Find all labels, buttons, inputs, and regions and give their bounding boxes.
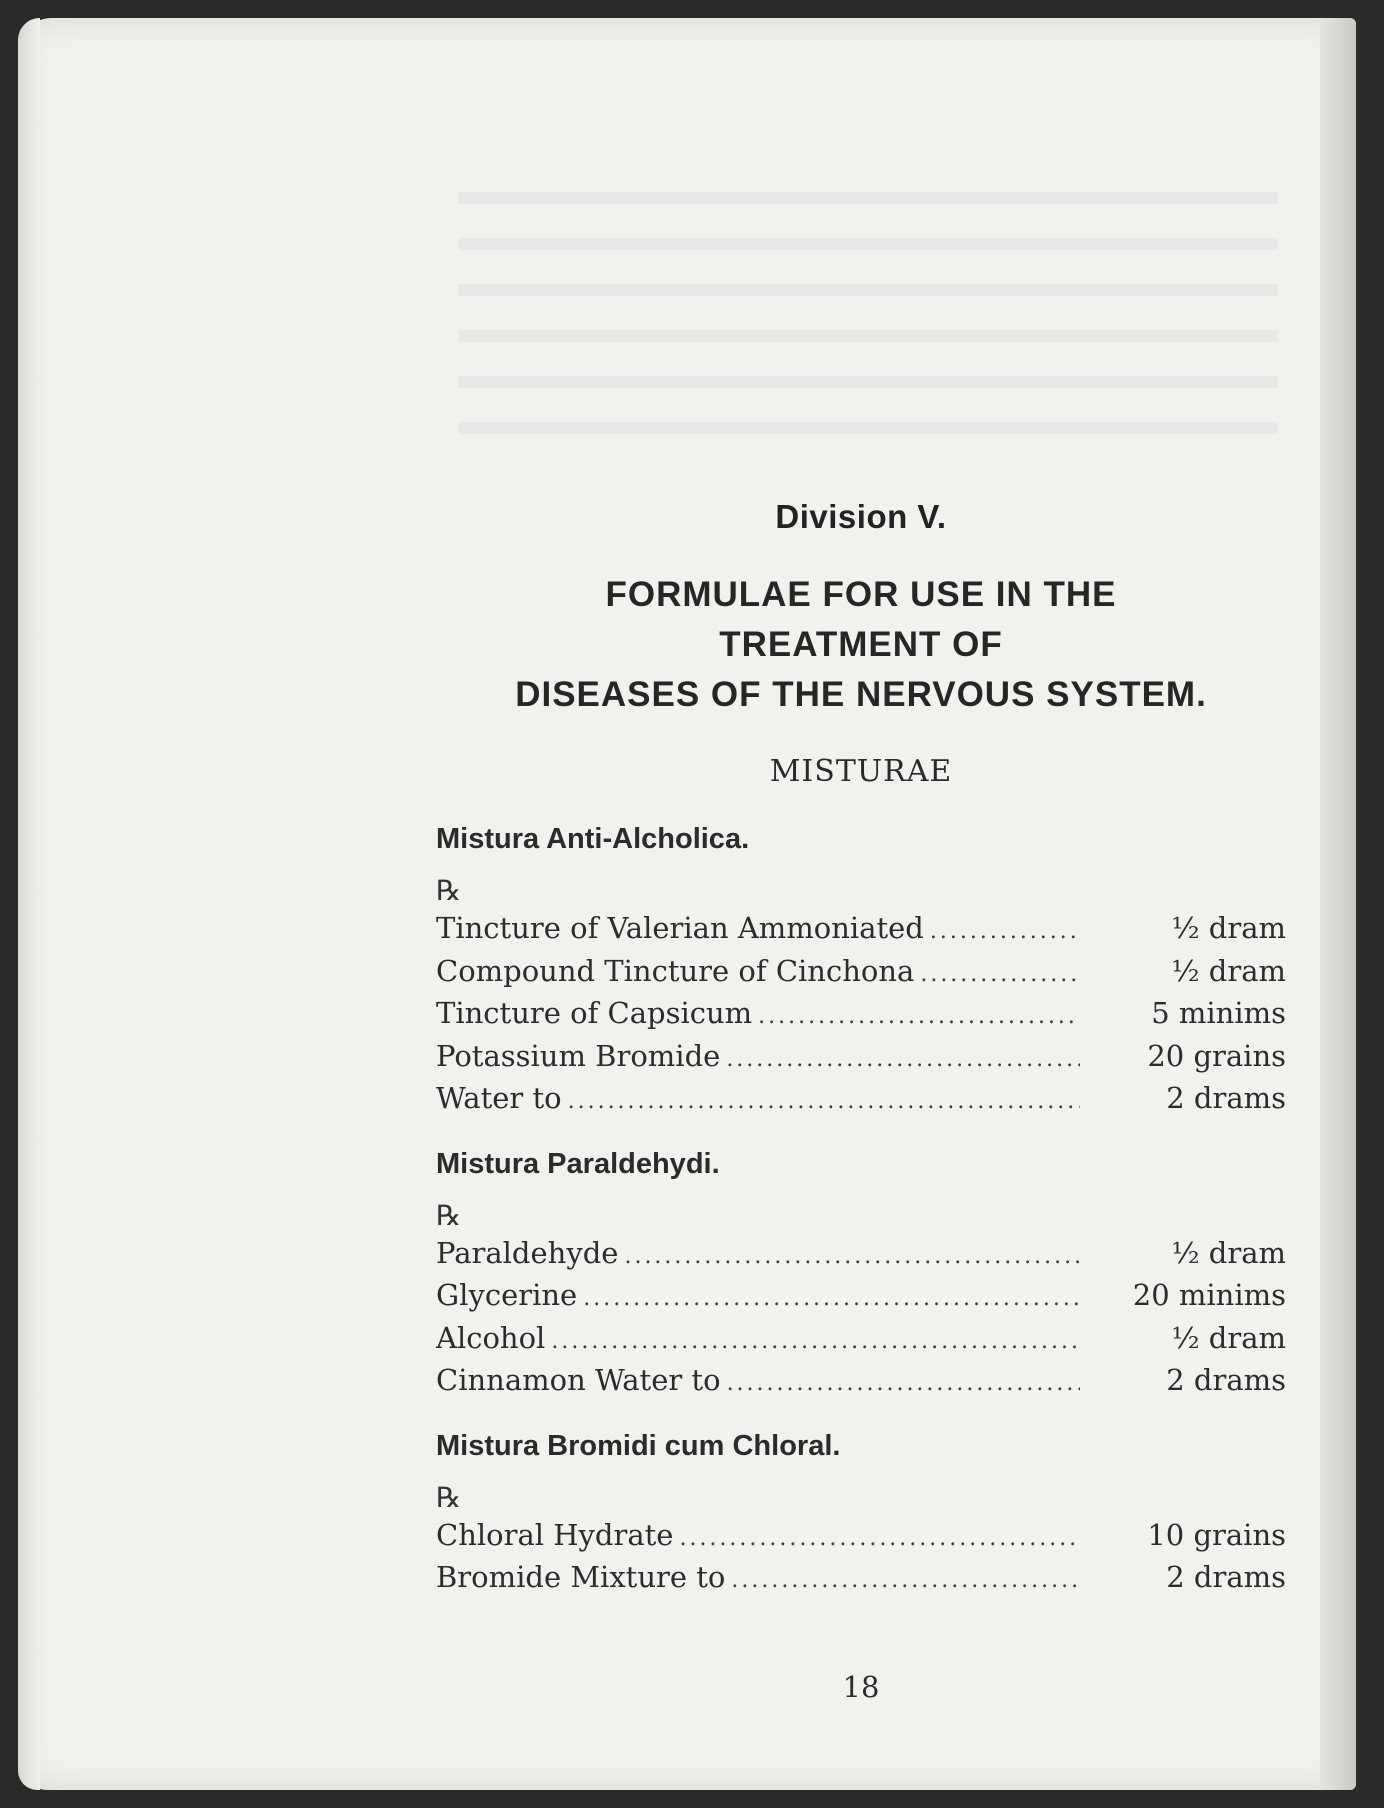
- ingredient-row: [436, 954, 1286, 997]
- bleed-through-shadow: [458, 158, 1278, 458]
- ingredient-amount: 5 minims: [1151, 996, 1286, 1030]
- ingredient-row: [436, 1363, 1286, 1406]
- ingredient-amount: ½ dram: [1171, 953, 1286, 988]
- title-line: DISEASES OF THE NERVOUS SYSTEM.: [515, 675, 1207, 714]
- chapter-title: [436, 570, 1286, 720]
- leader-dots: [726, 1047, 1080, 1072]
- ingredient-row: [436, 1278, 1286, 1321]
- ingredient-row: [436, 911, 1286, 954]
- leader-dots: [679, 1526, 1080, 1551]
- ingredient-row: [436, 1321, 1286, 1364]
- leader-dots: [920, 962, 1080, 987]
- page-number: 18: [842, 1670, 880, 1704]
- leader-dots: [624, 1244, 1080, 1269]
- ingredient-row: [436, 1039, 1286, 1082]
- book-page: [18, 18, 1356, 1790]
- title-line: FORMULAE FOR USE IN THE: [605, 575, 1117, 614]
- leader-dots: [583, 1286, 1080, 1311]
- division-heading: Division V.: [775, 498, 947, 535]
- ingredient-name: Bromide Mixture to: [436, 1560, 726, 1594]
- ingredient-row: [436, 996, 1286, 1039]
- rx-symbol: ℞: [436, 1198, 462, 1232]
- rx-symbol: ℞: [436, 1480, 462, 1514]
- leader-dots: [731, 1568, 1080, 1593]
- ingredient-amount: 2 drams: [1166, 1363, 1286, 1397]
- ingredient-row: [436, 1518, 1286, 1561]
- page-edge: [1320, 18, 1356, 1790]
- formula-name: Mistura Bromidi cum Chloral.: [436, 1429, 841, 1462]
- formula-name: Mistura Paraldehydi.: [436, 1147, 720, 1180]
- ingredient-name: Chloral Hydrate: [436, 1517, 674, 1552]
- rx-symbol: ℞: [436, 874, 462, 907]
- ingredient-amount: 10 grains: [1147, 1517, 1286, 1552]
- title-line: TREATMENT OF: [719, 625, 1003, 664]
- leader-dots: [727, 1371, 1080, 1396]
- ingredient-amount: ½ dram: [1171, 1320, 1286, 1355]
- ingredient-name: Cinnamon Water to: [436, 1363, 721, 1397]
- ingredient-amount: 20 grains: [1147, 1038, 1286, 1073]
- formula-block: [436, 817, 1286, 1124]
- formula-block: [436, 1424, 1286, 1603]
- ingredient-amount: 2 drams: [1166, 1081, 1286, 1115]
- formula-block: [436, 1142, 1286, 1406]
- ingredient-row: [436, 1236, 1286, 1279]
- ingredient-name: Paraldehyde: [436, 1235, 619, 1270]
- section-heading: MISTURAE: [769, 754, 953, 789]
- page-binding-shadow: [18, 18, 40, 1790]
- ingredient-name: Tincture of Valerian Ammoniated: [436, 911, 924, 945]
- ingredient-name: Potassium Bromide: [436, 1038, 721, 1073]
- ingredient-name: Glycerine: [436, 1278, 578, 1312]
- ingredient-name: Compound Tincture of Cinchona: [436, 953, 915, 988]
- leader-dots: [930, 919, 1080, 944]
- ingredient-amount: ½ dram: [1171, 1235, 1286, 1270]
- ingredient-row: [436, 1081, 1286, 1124]
- ingredient-name: Tincture of Capsicum: [436, 996, 753, 1030]
- leader-dots: [758, 1004, 1080, 1029]
- formula-name: Mistura Anti-Alcholica.: [436, 823, 750, 855]
- leader-dots: [551, 1329, 1080, 1354]
- ingredient-amount: 2 drams: [1166, 1560, 1286, 1594]
- leader-dots: [568, 1089, 1080, 1114]
- ingredient-row: [436, 1560, 1286, 1603]
- page-content: [436, 498, 1286, 1704]
- ingredient-amount: 20 minims: [1132, 1278, 1286, 1312]
- ingredient-name: Water to: [436, 1081, 562, 1115]
- ingredient-amount: ½ dram: [1171, 911, 1286, 945]
- ingredient-name: Alcohol: [436, 1320, 546, 1355]
